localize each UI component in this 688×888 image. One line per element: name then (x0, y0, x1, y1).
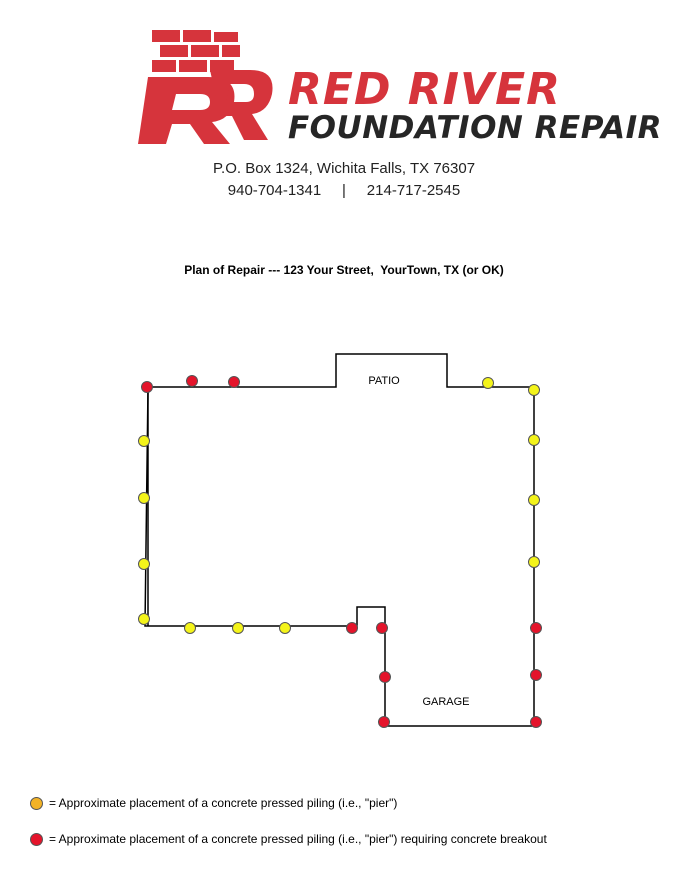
pier-breakout-marker (531, 717, 542, 728)
brick-icon (152, 30, 240, 72)
legend-pier (30, 796, 397, 810)
brand-name: RED RIVER (288, 64, 562, 115)
pier-marker (280, 623, 291, 634)
patio-label: PATIO (368, 375, 400, 387)
legend-pier-breakout (30, 832, 547, 846)
plan-title: Plan of Repair --- 123 Your Street, YourTown, TX (or OK) (184, 263, 504, 277)
pier-marker (139, 614, 150, 625)
pier-marker (483, 378, 494, 389)
pier-markers (139, 376, 542, 728)
pier-breakout-marker (347, 623, 358, 634)
company-address: P.O. Box 1324, Wichita Falls, TX 76307 (212, 160, 476, 177)
pier-breakout-marker (377, 623, 388, 634)
pier-marker (139, 559, 150, 570)
pier-breakout-marker (229, 377, 240, 388)
logo-r-right (210, 70, 273, 140)
pier-marker (529, 435, 540, 446)
pier-marker (529, 557, 540, 568)
pier-legend-icon (30, 797, 43, 810)
pier-marker (233, 623, 244, 634)
house-outline (145, 354, 534, 726)
pier-marker (185, 623, 196, 634)
pier-breakout-marker (142, 382, 153, 393)
phone-separator: | (342, 182, 346, 199)
garage-label: GARAGE (422, 696, 470, 708)
foundation-plan-diagram (0, 340, 688, 740)
pier-marker (139, 493, 150, 504)
phone-1: 940-704-1341 (227, 182, 322, 199)
pier-breakout-marker (531, 670, 542, 681)
pier-marker (529, 385, 540, 396)
legend-pier-text: = Approximate placement of a concrete pressed piling (i.e., "pier") (49, 796, 398, 810)
brand-subtitle: FOUNDATION REPAIR (288, 110, 662, 146)
pier-breakout-marker (531, 623, 542, 634)
pier-breakout-marker (379, 717, 390, 728)
pier-marker (139, 436, 150, 447)
legend-pier-breakout-text: = Approximate placement of a concrete pressed piling (i.e., "pier") requiring concrete breakout (49, 832, 547, 846)
pier-breakout-legend-icon (30, 833, 43, 846)
phone-2: 214-717-2545 (366, 182, 461, 199)
phone-numbers (0, 182, 688, 199)
pier-marker (529, 495, 540, 506)
pier-breakout-marker (380, 672, 391, 683)
pier-breakout-marker (187, 376, 198, 387)
